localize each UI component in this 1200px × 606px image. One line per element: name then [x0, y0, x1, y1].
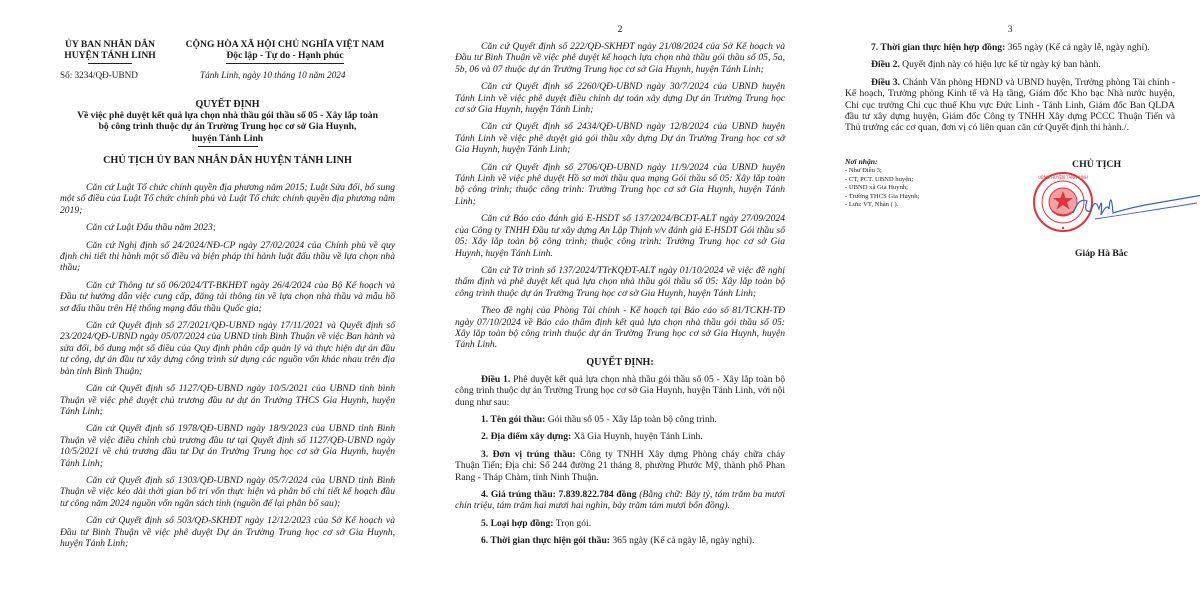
doc-type: QUYẾT ĐỊNH — [195, 99, 260, 110]
page-3-body — [845, 42, 1175, 140]
article-1 — [455, 374, 785, 408]
article-text: Phê duyệt kết quả lựa chọn nhà thầu gói thầu số 05 - Xây lắp toàn bộ công trình thuộc dự án Trường Trung học cơ sở Gia Huynh, huyện Tánh Linh, với nội dung như sau: — [455, 373, 785, 408]
page-number: 2 — [617, 24, 623, 35]
authority-line-1: ỦY BAN NHÂN DÂN — [65, 39, 155, 50]
legal-bases — [60, 182, 395, 555]
article-text: Chánh Văn phòng HĐND và UBND huyện, Trưởng phòng Tài chính - Kế hoạch, Trưởng phòng Kinh tế và Hạ tầng, Giám đốc Kho bạc Nhà nước huyện, Chi cục trưởng Chi cục thuế Khu vực Đức Linh - Tánh Linh, Giám đốc Ban QLDA đầu tư xây dựng huyện, Giám đốc Công ty TNHH Xây dựng PCCC Thuận Tiến và Thủ trưởng các cơ quan, đơn vị có liên quan căn cứ Quyết định thi hành./. — [845, 76, 1176, 134]
handwritten-signature-icon — [1065, 179, 1200, 229]
item-value: Trọn gói. — [553, 517, 592, 529]
article-label: Điều 1. — [481, 373, 511, 385]
divider — [226, 63, 344, 64]
legal-basis: Căn cứ Thông tư số 06/2024/TT-BKHĐT ngày 26/4/2024 của Bộ Kế hoạch và Đầu tư hướng dẫn việc cung cấp, đăng tải thông tin về lựa chọn nhà thầu và mẫu hồ sơ đấu thầu trên Hệ thống mạng đấu thầu Quốc gia; — [60, 279, 395, 314]
document-number: Số: 3234/QĐ-UBND — [60, 70, 138, 80]
decision-item — [455, 489, 785, 512]
legal-basis: Căn cứ Quyết định số 1978/QĐ-UBND ngày 18/9/2023 của UBND tỉnh Bình Thuận về việc điều chỉnh chủ trương đầu tư tại Quyết định số 1127/QĐ-UBND ngày 10/5/2021 về chủ trương đầu tư Dự án Trường Trung học cơ sở Gia Huynh, huyện Tánh Linh; — [60, 423, 395, 469]
legal-basis: Căn cứ Quyết định số 27/2021/QĐ-UBND ngày 17/11/2021 và Quyết định số 23/2024/QĐ-UBND ngày 05/07/2024 của UBND tỉnh Bình Thuận về việc Ban hành và sửa đổi, bổ dung một số điều của Quy định phân cấp quản lý và thực hiện dự án đầu tư công, dự án đầu tư xây dựng công trình sử dụng các nguồn vốn khác nhau trên địa bàn tỉnh Bình Thuận; — [60, 320, 395, 377]
item-label: 4. Giá trúng thầu: 7.839.822.784 đồng — [481, 489, 637, 500]
legal-basis: Theo đề nghị của Phòng Tài chính - Kế hoạch tại Báo cáo số 81/TCKH-TĐ ngày 07/10/2024 về Báo cáo thẩm định kết quả lựa chọn nhà thầu gói thầu số 05: Xây lắp toàn bộ công trình thuộc dự án Trường Trung học cơ sở Gia Huynh, huyện Tánh Linh. — [455, 305, 785, 351]
recipient: - CT, PCT. UBND huyện; — [845, 175, 914, 183]
recipient: - Lưu: VT, Nhàn ( ). — [845, 201, 899, 209]
legal-basis: Căn cứ Luật Tổ chức chính quyền địa phương năm 2015; Luật Sửa đổi, bổ sung một số điều của Luật Tổ chức chính phủ và Luật Tổ chức chính quyền địa phương năm 2019; — [60, 182, 395, 216]
article-text: Quyết định này có hiệu lực kể từ ngày ký ban hành. — [899, 59, 1101, 71]
article-3 — [845, 77, 1175, 134]
subject-line-3: huyện Tánh Linh — [191, 132, 264, 144]
article-2 — [845, 59, 1175, 70]
decision-item — [845, 42, 1175, 53]
item-label: 2. Địa điểm xây dựng: — [481, 431, 572, 443]
item-value: 365 ngày (Kể cả ngày lễ, ngày nghỉ). — [1005, 42, 1150, 53]
article-label: Điều 3. — [871, 76, 900, 88]
signature-block — [1020, 159, 1170, 279]
item-value: (Bằng chữ: Bảy tỷ, tám trăm ba mươi chín triệu, tám trăm hai mươi hai nghìn, bảy trăm tám mươi bốn đồng). — [455, 489, 785, 512]
page-1 — [60, 0, 395, 606]
page-2-body — [455, 41, 785, 553]
decision-item — [455, 431, 785, 442]
legal-basis: Căn cứ Quyết định số 2260/QĐ-UBND ngày 30/7/2024 của UBND huyện Tánh Linh về việc phê duyệt điều chỉnh dự toán xây dựng Dự án Trường Trung học cơ sở Gia Huynh, huyện Tánh Linh; — [455, 81, 785, 116]
document-title — [60, 99, 395, 147]
decision-item — [455, 414, 785, 425]
authority-line-2: HUYỆN TÁNH LINH — [64, 50, 156, 61]
item-label: 3. Đơn vị trúng thầu: — [481, 448, 576, 460]
national-motto — [175, 39, 395, 64]
item-value: Công ty TNHH Xây dựng Phòng cháy chữa cháy Thuận Tiến; Địa chỉ: Số 244 đường 21 tháng 8, phường Phước Mỹ, thành phố Phan Rang - Tháp Chàm, tỉnh Ninh Thuận. — [455, 448, 786, 483]
recipients-list — [845, 158, 1005, 209]
decision-item — [455, 535, 785, 546]
recipient: - Như Điều 3; — [845, 167, 882, 175]
country-name: CỘNG HÒA XÃ HỘI CHỦ NGHĨA VIỆT NAM — [185, 39, 385, 50]
issuing-official: CHỦ TỊCH ỦY BAN NHÂN DÂN HUYỆN TÁNH LINH — [103, 155, 352, 166]
recipient: - Trường THCS Gia Huynh; — [845, 192, 920, 200]
item-value: 365 ngày (Kể cả ngày lễ, ngày nghỉ). — [609, 535, 755, 547]
page-3 — [845, 0, 1175, 606]
recipients-title: Nơi nhận: — [845, 157, 878, 166]
item-value: Gói thầu số 05 - Xây lắp toàn bộ công trình. — [545, 413, 717, 425]
divider — [88, 63, 132, 64]
signer-name: Giáp Hà Bắc — [1075, 248, 1128, 259]
divider — [198, 146, 258, 147]
legal-basis: Căn cứ Quyết định số 1127/QĐ-UBND ngày 10/5/2021 của UBND tỉnh bình Thuận về việc phê duyệt chủ trương đầu tư dự án Trường THCS Gia Huynh, huyện Tánh Linh; — [60, 383, 395, 417]
article-label: Điều 2. — [871, 59, 900, 71]
legal-basis: Căn cứ Luật Đấu thầu năm 2023; — [86, 222, 216, 234]
legal-basis: Căn cứ Quyết định số 222/QĐ-SKHĐT ngày 21/08/2024 của Sở Kế hoạch và Đầu tư Bình Thuận về việc phê duyệt kế hoạch lựa chọn nhà thầu gói thầu số 05, 5a, 5b, 06 và 07 thuộc dự án Trường Trung học cơ sở Gia Huynh, huyện Tánh Linh; — [455, 41, 785, 75]
motto: Độc lập - Tự do - Hạnh phúc — [226, 50, 344, 61]
item-label: 6. Thời gian thực hiện gói thầu: — [481, 535, 610, 547]
decision-item — [455, 449, 785, 483]
subject-line-1: Về việc phê duyệt kết quả lựa chọn nhà thầu gói thầu số 05 - Xây lắp toàn — [77, 110, 378, 122]
legal-basis: Căn cứ Nghị định số 24/2024/NĐ-CP ngày 27/02/2024 của Chính phủ về quy định chi tiết thi hành một số điều và biện pháp thi hành luật đấu thầu về lựa chọn nhà thầu; — [60, 239, 395, 274]
item-label: 5. Loại hợp đồng: — [481, 517, 554, 529]
subject-line-2: bộ công trình thuộc dự án Trường Trung học cơ sở Gia Huynh, — [98, 121, 357, 133]
legal-basis: Căn cứ Báo cáo đánh giá E-HSDT số 137/2024/BCĐT-ALT ngày 27/09/2024 của Công ty TNHH Đầu tư xây dựng An Lập Thịnh v/v đánh giá E-HSDT Gói thầu số 05: Xây lắp toàn bộ công trình; thuộc công trình: Trường Trung học cơ sở Gia Huynh, huyện Tánh Linh. — [455, 213, 785, 259]
legal-basis: Căn cứ Quyết định số 2706/QĐ-UBND ngày 11/9/2024 của UBND huyện Tánh Linh về việc phê duyệt Hồ sơ mời thầu qua mạng Gói thầu số 05: Xây lắp toàn bộ công trình; thuộc công trình: Trường Trung học cơ sở Gia Huynh, huyện Tánh Linh; — [455, 161, 785, 207]
item-label: 7. Thời gian thực hiện hợp đồng: — [871, 42, 1006, 53]
legal-basis: Căn cứ Quyết định số 1303/QĐ-UBND ngày 05/7/2024 của UBND tỉnh Bình Thuận về việc kéo dài thời gian bố trí vốn thực hiện và phân bổ chi tiết kế hoạch đầu tư công năm 2024 nguồn vốn ngân sách tỉnh (nguồn để lại phân bổ sau); — [60, 474, 395, 509]
item-label: 1. Tên gói thầu: — [481, 413, 546, 425]
page-number: 3 — [1007, 24, 1013, 35]
document-header — [60, 39, 395, 99]
recipient: - UBND xã Gia Huynh; — [845, 184, 908, 192]
item-value: Xã Gia Huynh, huyện Tánh Linh. — [571, 431, 703, 443]
decision-heading: QUYẾT ĐỊNH: — [586, 356, 654, 368]
place-date: Tánh Linh, ngày 10 tháng 10 năm 2024 — [200, 70, 346, 80]
page-2 — [455, 0, 785, 606]
legal-basis: Căn cứ Tờ trình số 137/2024/TTrKQĐT-ALT ngày 01/10/2024 về việc đề nghị thẩm định và phê duyệt kết quả lựa chọn nhà thầu gói thầu số 05: Xây lắp toàn bộ công trình thuộc dự án Trường Trung học cơ sở Gia Huynh, huyện Tánh Linh; — [455, 264, 785, 299]
legal-basis: Căn cứ Quyết định số 2434/QĐ-UBND ngày 12/8/2024 của UBND huyện Tánh Linh về việc phê duyệt giá gói thầu xây dựng Dự án Trường Trung học cơ sở Gia Huynh, huyện Tánh Linh; — [455, 121, 785, 156]
legal-basis: Căn cứ Quyết định số 503/QĐ-SKHĐT ngày 12/12/2023 của Sở Kế hoạch và Đầu tư Bình Thuận về việc phê duyệt Dự án Trường Trung học cơ sở Gia Huynh, huyện Tánh Linh; — [60, 515, 395, 549]
signer-role: CHỦ TỊCH — [1072, 159, 1122, 170]
svg-text:UBND HUYỆN TÁNH LINH: UBND HUYỆN TÁNH LINH — [1038, 175, 1088, 180]
issuing-authority — [60, 39, 160, 64]
decision-item — [455, 518, 785, 529]
